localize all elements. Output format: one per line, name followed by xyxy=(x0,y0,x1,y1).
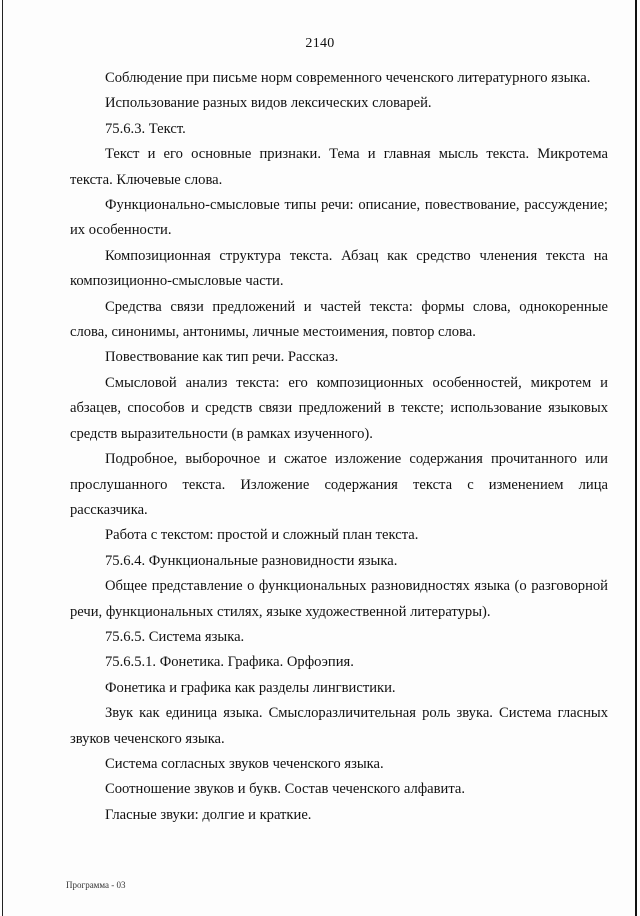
scan-border-right xyxy=(635,0,637,916)
section-heading: 75.6.5. Система языка. xyxy=(105,628,245,645)
paragraph: Использование разных видов лексических словарей. xyxy=(105,95,432,112)
section-heading: 75.6.4. Функциональные разновидности языка. xyxy=(105,552,398,569)
page-number: 2140 xyxy=(305,36,335,51)
paragraph: Система согласных звуков чеченского языка. xyxy=(105,755,384,772)
paragraph: Общее представление о функциональных разновидностях языка (о разговорной речи, функциональных стилях, языке художественной литературы). xyxy=(70,578,608,620)
paragraph: Соблюдение при письме норм современного чеченского литературного языка. xyxy=(105,70,591,86)
body-text xyxy=(70,66,608,828)
page-footer: Программа - 03 xyxy=(66,880,126,890)
paragraph: Соотношение звуков и букв. Состав чеченского алфавита. xyxy=(105,781,466,798)
paragraph: Средства связи предложений и частей текста: формы слова, однокоренные слова, синонимы, антонимы, личные местоимения, повтор слова. xyxy=(70,298,608,341)
paragraph: Смысловой анализ текста: его композиционных особенностей, микротем и абзацев, способов и средств связи предложений в тексте; использование языковых средств выразительности (в рамках изученного). xyxy=(70,374,608,442)
paragraph: Работа с текстом: простой и сложный план текста. xyxy=(105,527,419,544)
paragraph: Фонетика и графика как разделы лингвистики. xyxy=(105,679,396,696)
scan-border-left xyxy=(2,0,3,916)
paragraph: Композиционная структура текста. Абзац как средство членения текста на композиционно-смысловые части. xyxy=(70,247,608,290)
paragraph: Функционально-смысловые типы речи: описание, повествование, рассуждение; их особенности. xyxy=(70,197,608,239)
paragraph: Текст и его основные признаки. Тема и главная мысль текста. Микротема текста. Ключевые слова. xyxy=(70,146,608,188)
section-heading: 75.6.3. Текст. xyxy=(105,120,186,137)
paragraph: Подробное, выборочное и сжатое изложение содержания прочитанного или прослушанного текста. Изложение содержания текста с изменением лица рассказчика. xyxy=(70,451,608,518)
section-heading: 75.6.5.1. Фонетика. Графика. Орфоэпия. xyxy=(105,654,354,671)
paragraph: Звук как единица языка. Смыслоразличительная роль звука. Система гласных звуков чеченского языка. xyxy=(70,705,608,747)
paragraph: Гласные звуки: долгие и краткие. xyxy=(105,806,312,823)
paragraph: Повествование как тип речи. Рассказ. xyxy=(105,349,339,366)
